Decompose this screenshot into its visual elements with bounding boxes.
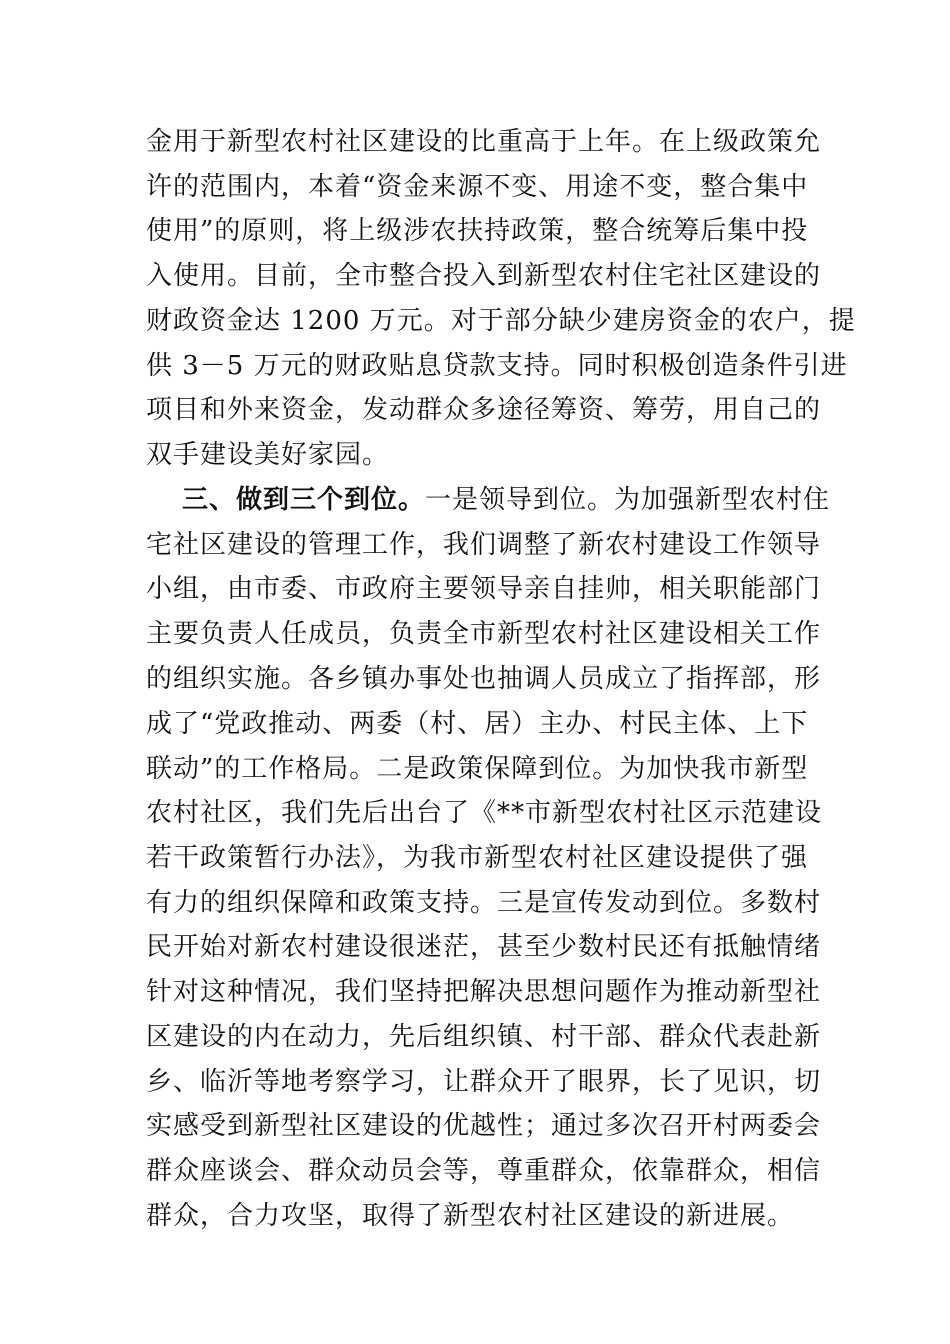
paragraph-2-line-6: 成了“党政推动、两委（村、居）主办、村民主体、上下 (146, 709, 809, 739)
paragraph-1-line-8: 双手建设美好家园。 (146, 440, 390, 470)
paragraph-2-line-3: 小组，由市委、市政府主要领导亲自挂帅，相关职能部门 (146, 574, 822, 604)
paragraph-1-line-7: 项目和外来资金，发动群众多途径筹资、筹劳，用自己的 (146, 395, 822, 425)
paragraph-2-line-15: 实感受到新型社区建设的优越性；通过多次召开村两委会 (146, 1111, 822, 1141)
paragraph-2-line-7: 联动”的工作格局。二是政策保障到位。为加快我市新型 (146, 754, 809, 784)
paragraph-1-line-2: 许的范围内，本着“资金来源不变、用途不变，整合集中 (146, 172, 809, 202)
paragraph-2-line-13: 区建设的内在动力，先后组织镇、村干部、群众代表赴新 (146, 1022, 822, 1052)
paragraph-2-line-14: 乡、临沂等地考察学习，让群众开了眼界，长了见识，切 (146, 1067, 822, 1097)
paragraph-2-line-12: 针对这种情况，我们坚持把解决思想问题作为推动新型社 (146, 977, 822, 1007)
section-heading: 三、做到三个到位。 (182, 485, 426, 515)
paragraph-2-line-4: 主要负责人任成员，负责全市新型农村社区建设相关工作 (146, 619, 822, 649)
paragraph-1-line-4: 入使用。目前，全市整合投入到新型农村住宅社区建设的 (146, 261, 822, 291)
paragraph-2-line-11: 民开始对新农村建设很迷茫，甚至少数村民还有抵触情绪 (146, 932, 822, 962)
paragraph-1-line-6: 供 3－5 万元的财政贴息贷款支持。同时积极创造条件引进 (146, 351, 848, 381)
paragraph-2-line-16: 群众座谈会、群众动员会等，尊重群众，依靠群众，相信 (146, 1156, 822, 1186)
paragraph-1-line-3: 使用”的原则，将上级涉农扶持政策，整合统筹后集中投 (146, 216, 809, 246)
section-heading-line (182, 485, 830, 515)
paragraph-2-line-10: 有力的组织保障和政策支持。三是宣传发动到位。多数村 (146, 888, 822, 918)
paragraph-2-line-5: 的组织实施。各乡镇办事处也抽调人员成立了指挥部，形 (146, 664, 822, 694)
paragraph-2-line-9: 若干政策暂行办法》，为我市新型农村社区建设提供了强 (146, 843, 809, 873)
paragraph-1-line-1: 金用于新型农村社区建设的比重高于上年。在上级政策允 (146, 127, 822, 157)
paragraph-2-line-2: 宅社区建设的管理工作，我们调整了新农村建设工作领导 (146, 530, 822, 560)
paragraph-2-line-1: 一是领导到位。为加强新型农村住 (425, 485, 831, 515)
paragraph-1-line-5: 财政资金达 1200 万元。对于部分缺少建房资金的农户，提 (146, 306, 856, 336)
paragraph-2-line-17: 群众，合力攻坚，取得了新型农村社区建设的新进展。 (146, 1201, 795, 1231)
paragraph-2-line-8: 农村社区，我们先后出台了《**市新型农村社区示范建设 (146, 798, 823, 828)
